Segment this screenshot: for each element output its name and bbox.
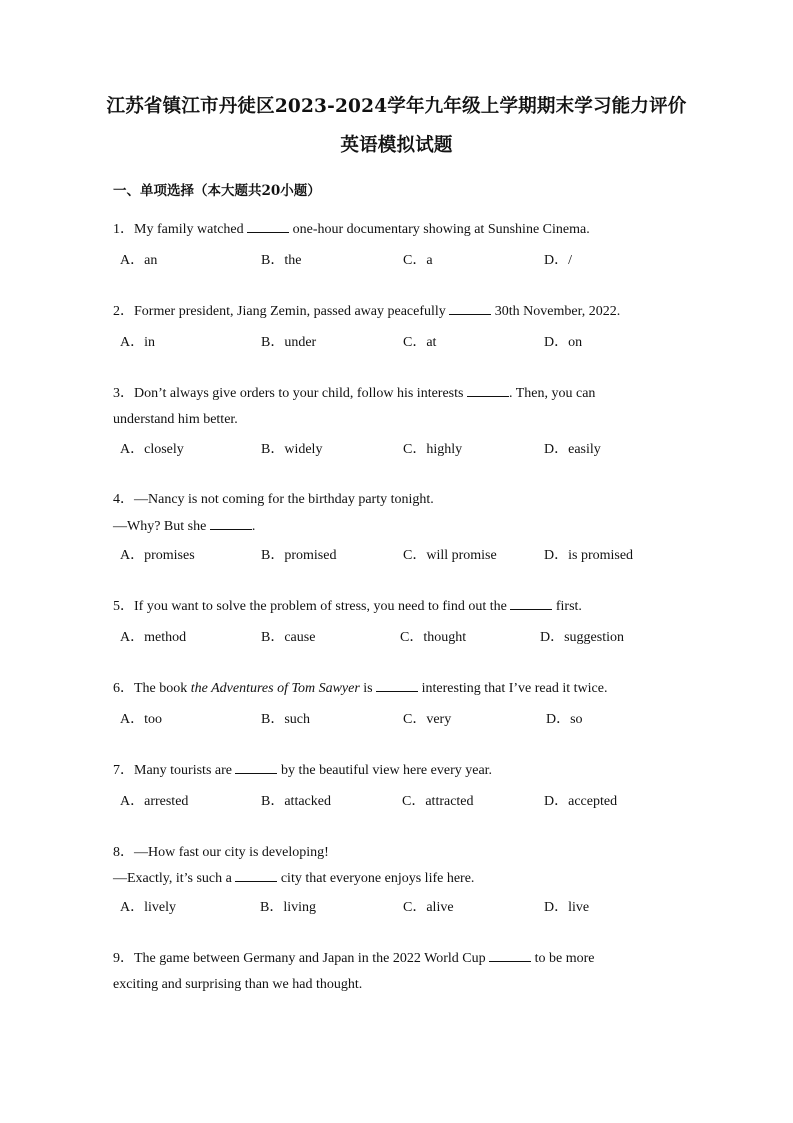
option-a: A．promises: [120, 548, 195, 563]
question-text: first.: [552, 599, 582, 614]
option-a: A．in: [120, 335, 155, 350]
answer-blank: [467, 385, 509, 397]
option-b: B．cause: [261, 630, 316, 645]
question-8-stem-line2: [113, 866, 693, 892]
option-c: C．at: [403, 335, 437, 350]
question-5-options: [120, 626, 680, 646]
question-2-options: [120, 331, 680, 351]
question-1-stem: [113, 217, 693, 243]
question-text: 2．Former president, Jiang Zemin, passed away peacefully: [113, 304, 450, 319]
book-title: the Adventures of Tom Sawyer: [190, 681, 360, 696]
question-text: to be more: [531, 951, 595, 966]
answer-blank: [510, 598, 552, 610]
answer-blank: [376, 680, 418, 692]
option-b: B．such: [261, 712, 310, 727]
question-text: by the beautiful view here every year.: [277, 763, 493, 778]
answer-blank: [235, 870, 277, 882]
question-text: 3．Don’t always give orders to your child, follow his interests: [113, 386, 467, 401]
question-text: —Why? But she: [113, 519, 210, 534]
question-3-stem-line2: understand him better.: [113, 412, 238, 427]
option-a: A．too: [120, 712, 162, 727]
question-2-stem: [113, 299, 693, 325]
question-3-options: [120, 438, 680, 458]
question-text: . Then, you can: [508, 386, 596, 401]
question-text: 30th November, 2022.: [491, 304, 621, 319]
answer-blank: [489, 950, 531, 962]
question-7-options: [120, 790, 680, 810]
answer-blank: [235, 762, 277, 774]
option-a: A．method: [120, 630, 187, 645]
option-d: D．accepted: [544, 794, 618, 809]
option-a: A．closely: [120, 442, 184, 457]
question-text: .: [251, 519, 256, 534]
question-text: 6．The book: [113, 681, 191, 696]
question-text: 1．My family watched: [113, 222, 248, 237]
answer-blank: [449, 303, 491, 315]
question-1-options: [120, 249, 680, 269]
question-text: one-hour documentary showing at Sunshine Cinema.: [289, 222, 590, 237]
question-text: interesting that I’ve read it twice.: [418, 681, 608, 696]
option-c: C．alive: [403, 900, 454, 915]
option-a: A．lively: [120, 900, 176, 915]
question-8-stem: 8．—How fast our city is developing!: [113, 845, 329, 860]
answer-blank: [247, 221, 289, 233]
option-a: A．arrested: [120, 794, 189, 809]
question-text: city that everyone enjoys life here.: [277, 871, 475, 886]
option-c: C．will promise: [403, 548, 497, 563]
option-d: D．easily: [544, 442, 601, 457]
option-d: D．/: [544, 253, 572, 268]
page-title: 江苏省镇江市丹徒区2023-2024学年九年级上学期期末学习能力评价: [106, 96, 687, 117]
question-8-options: [120, 896, 680, 916]
option-b: B．the: [261, 253, 302, 268]
option-c: C．attracted: [402, 794, 474, 809]
option-a: A．an: [120, 253, 158, 268]
question-text: 7．Many tourists are: [113, 763, 236, 778]
option-b: B．promised: [261, 548, 337, 563]
question-6-stem: [113, 676, 693, 702]
page-subtitle: 英语模拟试题: [340, 135, 453, 156]
option-c: C．highly: [403, 442, 463, 457]
option-c: C．very: [403, 712, 452, 727]
question-7-stem: [113, 758, 693, 784]
option-b: B．attacked: [261, 794, 331, 809]
option-d: D．so: [546, 712, 583, 727]
question-text: 5．If you want to solve the problem of stress, you need to find out the: [113, 599, 511, 614]
question-text: is: [359, 681, 377, 696]
question-4-stem-line2: [113, 514, 693, 540]
question-text: —Exactly, it’s such a: [113, 871, 236, 886]
question-4-stem: 4．—Nancy is not coming for the birthday party tonight.: [113, 492, 434, 507]
question-5-stem: [113, 594, 693, 620]
option-b: B．under: [261, 335, 317, 350]
option-b: B．living: [260, 900, 317, 915]
option-b: B．widely: [261, 442, 323, 457]
question-3-stem: [113, 381, 693, 407]
option-d: D．is promised: [544, 548, 634, 563]
option-d: D．on: [544, 335, 583, 350]
question-9-stem-line2: exciting and surprising than we had thought.: [113, 977, 363, 992]
section-heading: 一、单项选择（本大题共20小题）: [113, 183, 321, 199]
question-text: 9．The game between Germany and Japan in the 2022 World Cup: [113, 951, 490, 966]
question-4-options: [120, 544, 680, 564]
question-9-stem: [113, 946, 693, 972]
option-c: C．a: [403, 253, 433, 268]
option-d: D．live: [544, 900, 590, 915]
answer-blank: [210, 518, 252, 530]
option-c: C．thought: [400, 630, 467, 645]
option-d: D．suggestion: [540, 630, 624, 645]
question-6-options: [120, 708, 680, 728]
